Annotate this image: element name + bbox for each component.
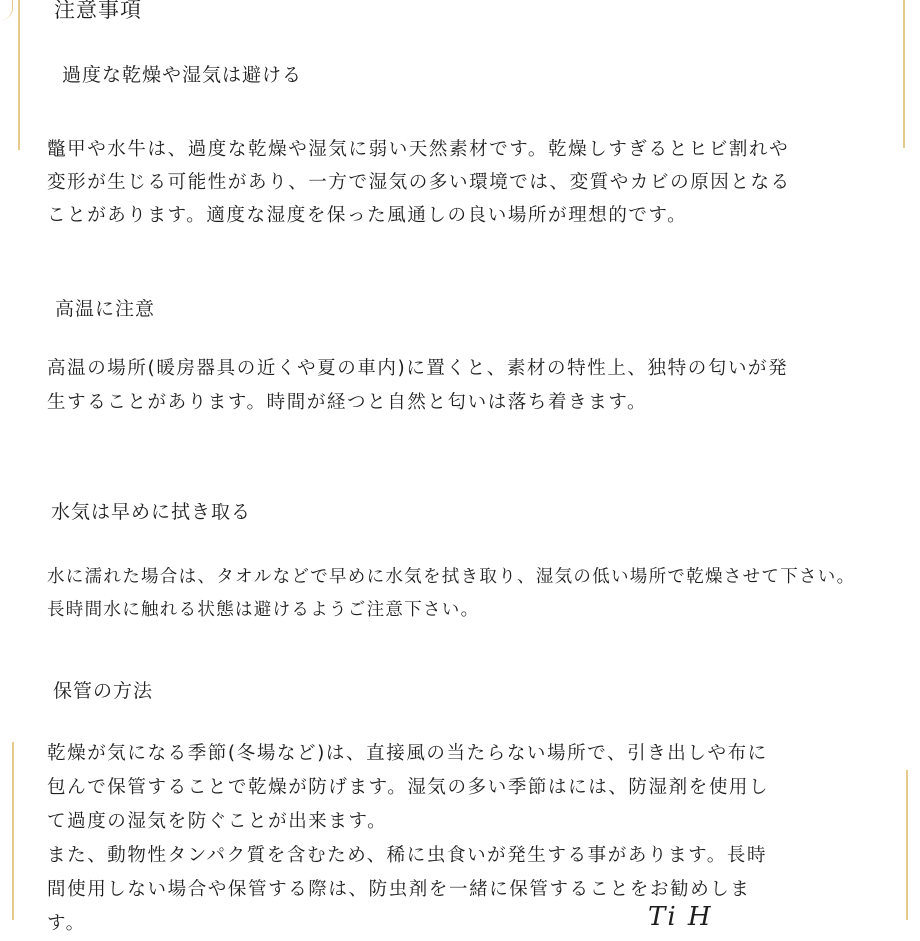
left-gold-line-bottom — [12, 742, 14, 920]
signature-logo: Ti H — [648, 902, 713, 932]
section-heading-storage: 保管の方法 — [53, 680, 154, 702]
body-line: て過度の湿気を防ぐことが出来ます。 — [47, 811, 388, 832]
page-title: 注意事項 — [54, 0, 142, 22]
section-body-dryness — [47, 133, 791, 232]
section-body-water — [47, 561, 855, 627]
body-line: 変形が生じる可能性があり、一方で湿気の多い環境では、変質やカビの原因となる — [47, 172, 791, 193]
body-line: また、動物性タンパク質を含むため、稀に虫食いが発生する事があります。長時 — [47, 845, 768, 866]
body-line: 間使用しない場合や保管する際は、防虫剤を一緒に保管することをお勧めしま — [47, 879, 751, 900]
right-gold-line-bottom — [906, 770, 908, 920]
section-heading-dryness: 過度な乾燥や湿気は避ける — [62, 64, 303, 86]
body-line: 水に濡れた場合は、タオルなどで早めに水気を拭き取り、湿気の低い場所で乾燥させて下さい。 — [47, 567, 856, 587]
corner-ornament — [0, 0, 13, 20]
body-line: 乾燥が気になる季節(冬場など)は、直接風の当たらない場所で、引き出しや布に — [47, 743, 768, 764]
section-heading-heat: 高温に注意 — [55, 298, 156, 320]
body-line: す。 — [47, 913, 86, 934]
left-gold-line-top — [18, 0, 20, 150]
body-line: 長時間水に触れる状態は避けるようご注意下さい。 — [47, 600, 480, 620]
right-gold-line-top — [903, 0, 905, 148]
body-line: ことがあります。適度な湿度を保った風通しの良い場所が理想的です。 — [47, 205, 688, 226]
body-line: 高温の場所(暖房器具の近くや夏の車内)に置くと、素材の特性上、独特の匂いが発 — [47, 358, 789, 379]
section-body-heat — [47, 352, 788, 420]
body-line: 鼈甲や水牛は、過度な乾燥や湿気に弱い天然素材です。乾燥しすぎるとヒビ割れや — [47, 139, 790, 160]
section-heading-water: 水気は早めに拭き取る — [51, 501, 252, 523]
body-line: 包んで保管することで乾燥が防げます。湿気の多い季節はには、防湿剤を使用し — [47, 777, 770, 798]
body-line: 生することがあります。時間が経つと自然と匂いは落ち着きます。 — [47, 392, 648, 413]
